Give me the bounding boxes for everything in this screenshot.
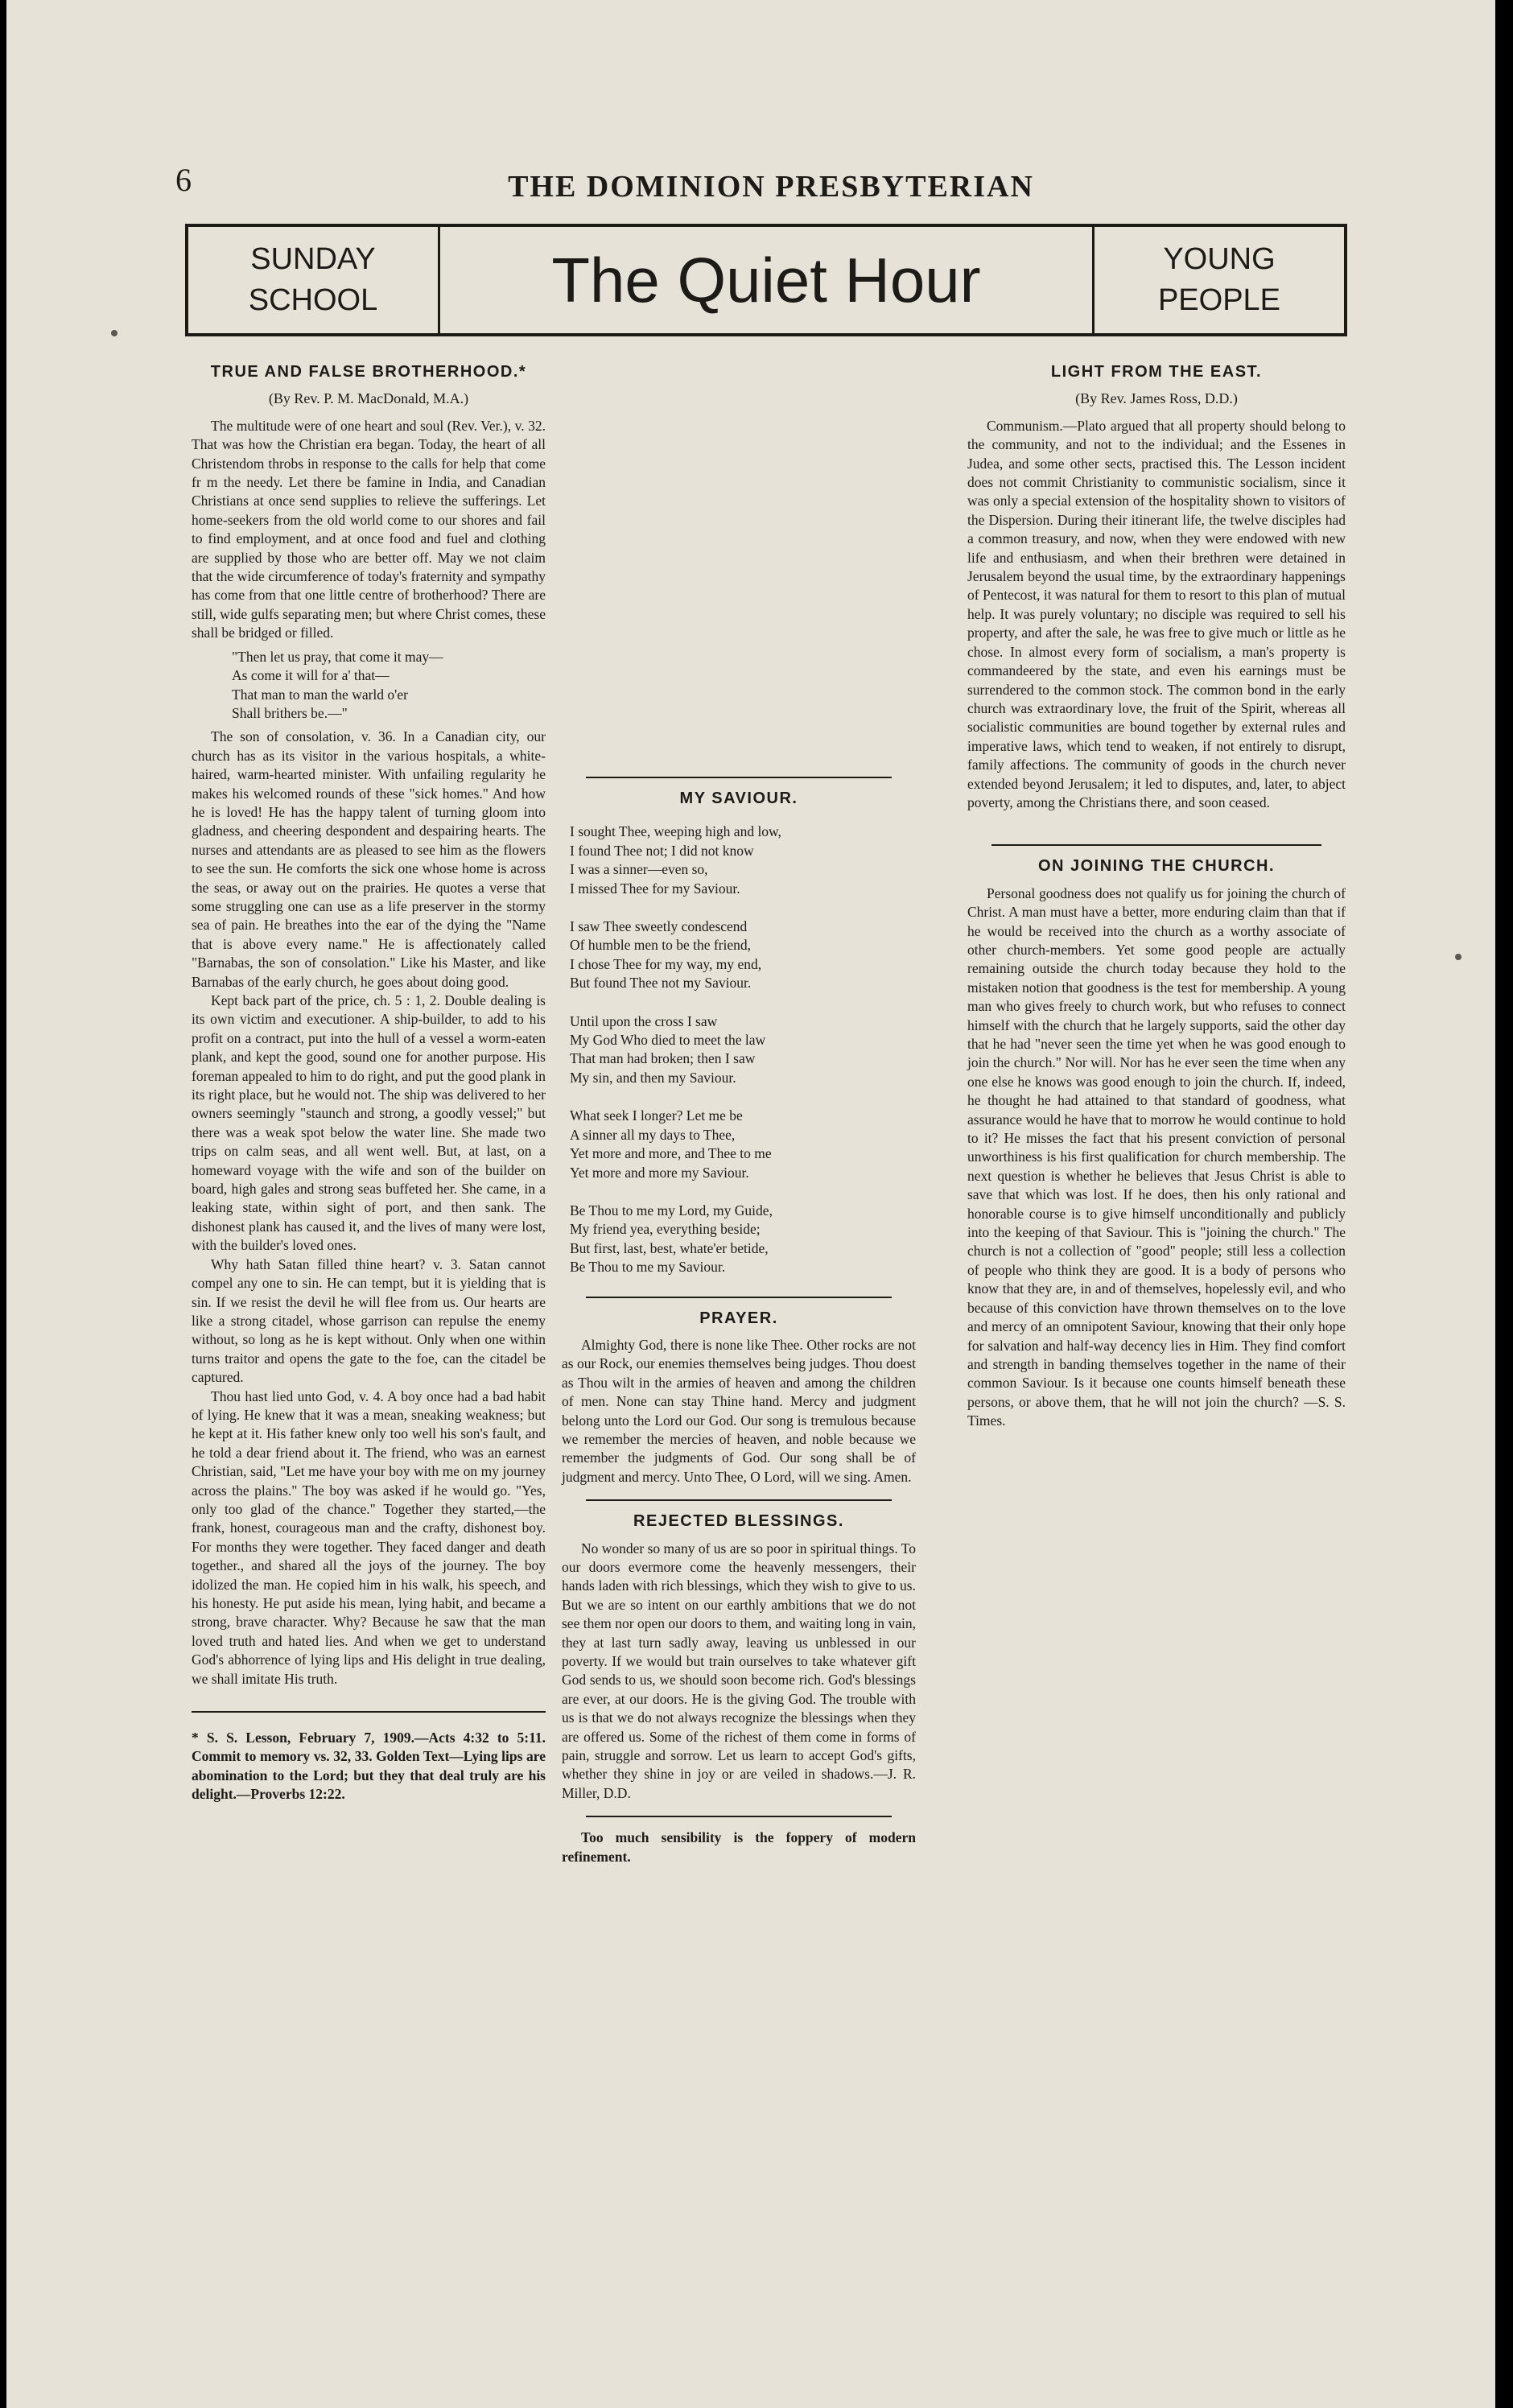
section-divider (991, 844, 1321, 846)
page-number: 6 (175, 162, 192, 198)
poem-heading: MY SAVIOUR. (679, 790, 798, 807)
article-paragraph: The son of consolation, v. 36. In a Canadian city, our church has as its visitor in the various hospitals, a white-haired, warm-hearted minister. With unfailing regularity he makes his welcomed rounds of these "sick homes." And how he is loved! He has the happy talent of turning gloom into gladness, and cheering despondent and despairing hearts. The nurses and attendants are as pleased to see him as the flowers to see the sun. He comforts the sick one whose home is across the seas, or away out on the prairies. He quotes a verse that some struggling one can use as a life preserver in the stormy sea of pain. He breathes into the ear of the dying the "Name that is above every name." He is affectionately called "Barnabas, the son of consolation." Like his Master, and like Barnabas of the early church, he goes about doing good. (192, 728, 546, 990)
section-banner (185, 224, 1347, 336)
joining-heading: ON JOINING THE CHURCH. (1037, 857, 1276, 876)
poem-stanza: I sought Thee, weeping high and low, I found Thee not; I did not know I was a sinner—even so, I missed Thee for my Saviour. (570, 823, 781, 897)
light-byline: (By Rev. James Ross, D.D.) (1075, 390, 1238, 407)
column-2 (562, 358, 916, 1866)
joining-text: Personal goodness does not qualify us for joining the church of Christ. A man must have a better, more enduring claim than that if he would be received into the church as a worthy associate of other church-members. Yet some good people are actually remaining outside the church today because they hold to the mistaken notion that goodness is the test for membership. A young man who gives freely to church work, but who refuses to connect himself with the church that he largely supports, said the other day that he had "never seen the time yet when he was good enough to join the church." Nor will. Nor has he ever seen the time when any one else he knows was good enough to join the church. If, indeed, he thought he had attained to that standard of goodness, what assurance would he have that to morrow he would continue to hold to it? He misses the fact that his present conviction of personal unworthiness is his first qualification for church membership. The next question is whether he believes that Jesus Christ is able to save that which was lost. If he does, then his only rational and honorable course is to give himself unconditionally and publicly into the keeping of that Saviour. This is "joining the church." The church is not a collection of "good" people; still less a collection of people who think they are good. It is a body of persons who know that they are, in and of themselves, hopelessly evil, and who because of this conviction have thrown themselves on to the love and mercy of an omnipotent Saviour, knowing that their only hope for salvation and half-way decency lies in Him. They find comfort and strength in banding themselves together in the name of their common Saviour. Is it because one counts himself beneath these persons, or above them, that he will not join the church? —S. S. Times. (967, 884, 1346, 1429)
section-divider (586, 1816, 892, 1817)
poem (570, 823, 916, 1276)
prayer-text: Almighty God, there is none like Thee. Other rocks are not as our Rock, our enemies themselves being judges. Thou doest as Thou wilt in the armies of heaven and among the children of men. None can stay Thine hand. Mercy and judgment belong unto the Lord our God. Our song is tremulous because we remember the mercies of heaven, and noble because we remember the judgments of God. Our song shall be of judgment and mercy. Unto Thee, O Lord, will we sing. Amen. (562, 1336, 916, 1485)
banner-title: The Quiet Hour (551, 244, 981, 315)
column-3 (967, 358, 1346, 1431)
section-divider (586, 777, 892, 778)
banner-right-label: YOUNG PEOPLE (1092, 227, 1344, 333)
lesson-footnote: * S. S. Lesson, February 7, 1909.—Acts 4:32 to 5:11. Commit to memory vs. 32, 33. Golden Text—Lying lips are abomination to the Lord; but they that deal truly are his delight.—Proverbs 12:22. (192, 1711, 546, 1804)
light-heading: LIGHT FROM THE EAST. (1050, 363, 1263, 381)
banner-left-label: SUNDAY SCHOOL (188, 227, 440, 333)
running-head: THE DOMINION PRESBYTERIAN (508, 170, 1034, 204)
article-heading: TRUE AND FALSE BROTHERHOOD.* (210, 363, 527, 381)
closing-maxim: Too much sensibility is the foppery of modern refinement. (562, 1829, 916, 1865)
speck-mark (111, 330, 117, 336)
article-byline: (By Rev. P. M. MacDonald, M.A.) (268, 390, 469, 407)
section-divider (586, 1499, 892, 1501)
prayer-heading: PRAYER. (699, 1309, 778, 1327)
section-divider (586, 1297, 892, 1298)
article-paragraph: Why hath Satan filled thine heart? v. 3. Satan cannot compel any one to sin. He can tempt, but it is yielding that is sin. If we resist the devil he will flee from us. Our hearts are like a strong citadel, whose garrison can repulse the enemy without, so long as he is kept without. Only when one within turns traitor and opens the gate to the foe, can the citadel be captured. (192, 1256, 546, 1386)
rejected-blessings-text: No wonder so many of us are so poor in spiritual things. To our doors evermore come the heavenly messengers, their hands laden with rich blessings, which they wish to give to us. But we are so intent on our earthly ambitions that we do not see them nor open our doors to them, and waiting long in vain, they at last turn sadly away, leaving us unblessed in our poverty. If we would but train ourselves to take whatever gift God sends to us, we should soon become rich. God's blessings are ever, at our doors. He is the giving God. The trouble with us is that we do not always recognize the blessings when they are offered us. Some of the richest of them come in forms of pain, struggle and sorrow. Let us learn to accept God's gifts, whether they shine in joy or are veiled in shadows.—J. R. Miller, D.D. (562, 1540, 916, 1801)
poem-stanza: Be Thou to me my Lord, my Guide, My friend yea, everything beside; But first, last, best, whate'er betide, Be Thou to me my Saviour. (570, 1202, 773, 1276)
column-1 (192, 358, 546, 1804)
light-text: Communism.—Plato argued that all property should belong to the community, and not to the individual; and the Essenes in Judea, and some other sects, practised this. The Lesson incident does not commit Christianity to communistic socialism, since it was only a special extension of the hospitality shown to visitors of the Dispersion. During their itinerant life, the twelve disciples had a common treasury, and now, when they were endowed with new life and enthusiasm, and when their brethren were detained in Jerusalem beyond the usual time, by the extraordinary happenings of Pentecost, it was natural for them to resort to this plan of mutual help. It was purely voluntary; no disciple was required to sell his property, and after the sale, he was free to give much or little as he chose. In almost every form of socialism, a man's property is commandeered by the state, and even his earnings must be surrendered to the common stock. The common bond in the early church was extraordinary love, the fruit of the Spirit, whereas all socialistic communities are bound together by external rules and imperative laws, which tend to weaken, if not entirely to disrupt, family affections. The community of goods in the church never extended beyond Jerusalem; it led to disputes, and, later, to abject poverty, among the Christians there, and soon ceased. (967, 417, 1346, 810)
article-paragraph: Thou hast lied unto God, v. 4. A boy once had a bad habit of lying. He knew that it was a mean, sneaking weakness; but he kept at it. His father knew only too well his son's fault, and he told a dear friend about it. The friend, who was an earnest Christian, said, "Let me have your boy with me on my journey across the plains." The boy was asked if he would go. "Yes, only too glad of the chance." Together they started,—the frank, honest, courageous man and the crafty, dishonest boy. For months they were together. They faced danger and death together., and shared all the joys of the journey. The boy idolized the man. He copied him in his walk, his speech, and his honesty. He put aside his mean, lying habit, and became a strong, brave character. Why? Because he saw that the man loved truth and hated lies. And when we get to understand God's abhorrence of lying lips and His delight in true dealing, we shall imitate His truth. (192, 1387, 546, 1687)
rejected-blessings-heading: REJECTED BLESSINGS. (633, 1512, 844, 1531)
speck-mark (1455, 954, 1461, 960)
poem-stanza: Until upon the cross I saw My God Who died to meet the law That man had broken; then I saw My sin, and then my Saviour. (570, 1012, 766, 1086)
poem-stanza: What seek I longer? Let me be A sinner all my days to Thee, Yet more and more, and Thee to me Yet more and more my Saviour. (570, 1107, 772, 1181)
article-paragraph: Kept back part of the price, ch. 5 : 1, 2. Double dealing is its own victim and executioner. A ship-builder, to add to his profit on a contract, put into the hull of a vessel a worm-eaten plank, and kept the good, sound one for another purpose. His foreman appealed to him to do right, and put the good plank in its right place, but he would not. The ship was delivered to her owners seemingly "staunch and strong, a goodly vessel;" but there was a weak spot below the water line. She made two trips on calm seas, and all went well. But, at last, on a homeward voyage with the wife and son of the builder on board, high gales and strong seas buffeted her. She came, in a leaking state, within sight of port, and then sank. The dishonest plank has caused it, and the lives of many were lost, with the builder's loved ones. (192, 992, 546, 1254)
quoted-verse: "Then let us pray, that come it may— As come it will for a' that— That man to man the warld o'er Shall brithers be.—" (232, 648, 443, 721)
poem-stanza: I saw Thee sweetly condescend Of humble men to be the friend, I chose Thee for my way, my end, But found Thee not my Saviour. (570, 918, 762, 992)
newspaper-page (6, 0, 1495, 2408)
article-paragraph: The multitude were of one heart and soul (Rev. Ver.), v. 32. That was how the Christian era began. Today, the heart of all Christendom throbs in response to the calls for help that come fr m the needy. Let there be famine in India, and Canadian Christians at once send supplies to relieve the sufferings. Let home-seekers from the old world come to our shores and fail to find employment, and at once food and fuel and clothing are supplied by those who are better off. May we not claim that the wide circumference of today's fraternity and sympathy has come from that one little centre of brotherhood? There are still, wide gulfs separating men; but where Christ comes, these shall be bridged or filled. (192, 417, 546, 641)
